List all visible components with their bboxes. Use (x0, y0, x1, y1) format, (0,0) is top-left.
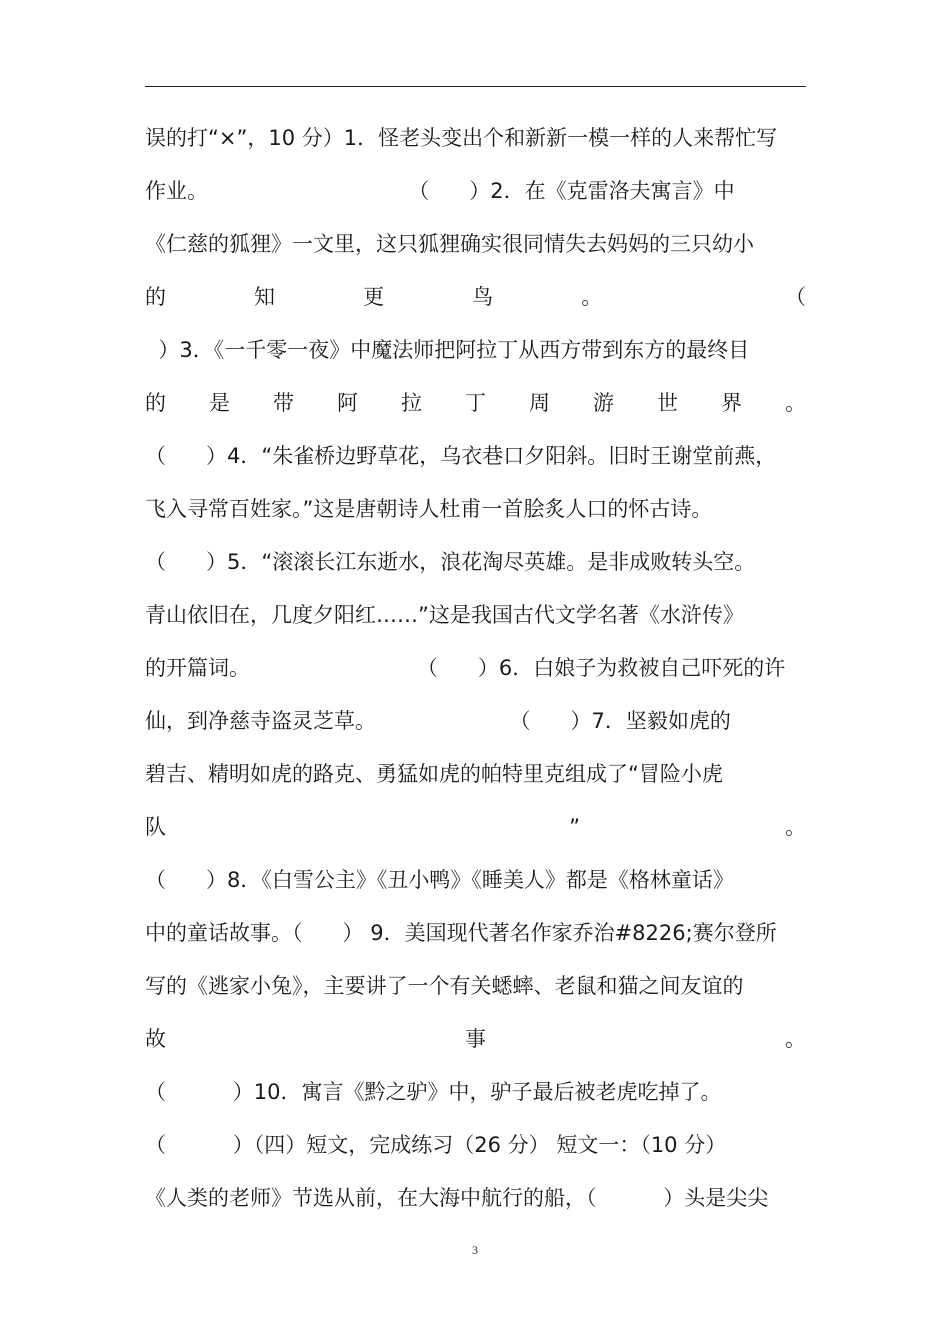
text-line: 作业。 （ ）2．在《克雷洛夫寓言》中 (145, 179, 735, 203)
text-line: 的开篇词。 （ ）6．白娘子为救被自己吓死的许 (145, 656, 786, 680)
document-body (145, 112, 806, 1225)
text-line: （ ）（四）短文，完成练习（26 分） 短文一：（10 分） (145, 1133, 727, 1157)
text-line: 的 是 带 阿 拉 丁 周 游 世 界 。 (145, 391, 806, 415)
text-line: 写的《逃家小兔》，主要讲了一个有关蟋蟀、老鼠和猫之间友谊的 (145, 974, 744, 998)
page-number: 3 (472, 1243, 478, 1257)
text-line: 仙，到净慈寺盗灵芝草。 （ ）7．坚毅如虎的 (145, 709, 731, 733)
text-line: 青山依旧在，几度夕阳红……”这是我国古代文学名著《水浒传》 (145, 603, 744, 627)
text-line: ）3．《一千零一夜》中魔法师把阿拉丁从西方带到东方的最终目 (145, 338, 750, 362)
text-line: （ ）4．“朱雀桥边野草花，乌衣巷口夕阳斜。旧时王谢堂前燕， (145, 444, 777, 468)
text-line: 中的童话故事。（ ） 9．美国现代著名作家乔治#8226;赛尔登所 (145, 921, 777, 945)
text-line: 飞入寻常百姓家。”这是唐朝诗人杜甫一首脍炙人口的怀古诗。 (145, 497, 713, 521)
header-rule (145, 86, 806, 87)
text-line: （ ）8．《白雪公主》《丑小鸭》《睡美人》都是《格林童话》 (145, 868, 734, 892)
text-line: （ ）10．寓言《黔之驴》中，驴子最后被老虎吃掉了。 (145, 1080, 722, 1104)
text-line: 《仁慈的狐狸》一文里，这只狐狸确实很同情失去妈妈的三只幼小 (145, 232, 754, 256)
text-line: 误的打“×”，10 分）1．怪老头变出个和新新一模一样的人来帮忙写 (145, 126, 778, 150)
text-line: 故 事 。 (145, 1027, 806, 1051)
text-line: 的知更鸟。 （ (145, 285, 806, 309)
text-line: 碧吉、精明如虎的路克、勇猛如虎的帕特里克组成了“冒险小虎 (145, 762, 723, 786)
text-line: （ ）5．“滚滚长江东逝水，浪花淘尽英雄。是非成败转头空。 (145, 550, 756, 574)
text-line: 《人类的老师》节选从前，在大海中航行的船，（ ）头是尖尖 (145, 1186, 769, 1210)
text-line: 队 ” 。 (145, 815, 806, 839)
